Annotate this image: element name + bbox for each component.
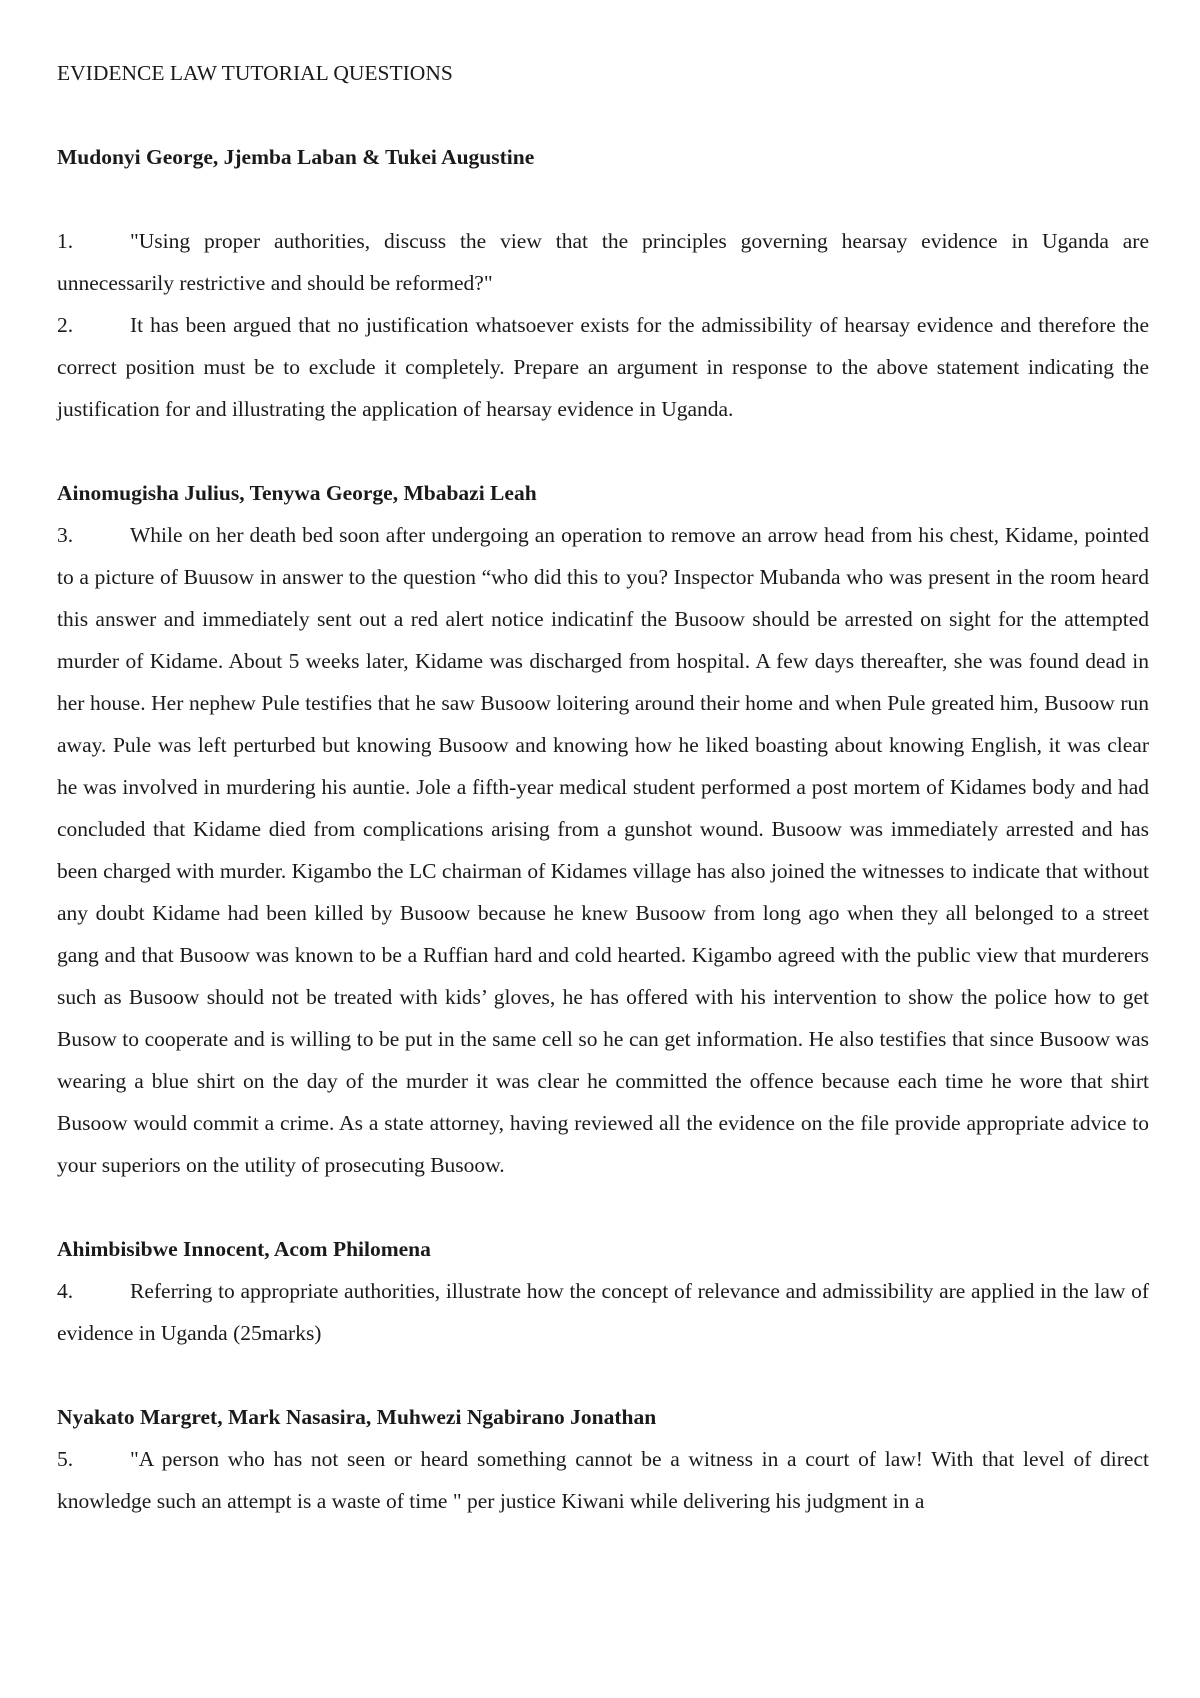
- spacer: [57, 178, 1149, 220]
- spacer: [57, 1354, 1149, 1396]
- question-item: [57, 1438, 1149, 1522]
- question-item: [57, 1270, 1149, 1354]
- document-page: [57, 52, 1149, 1522]
- spacer: [57, 1186, 1149, 1228]
- question-item: [57, 514, 1149, 1186]
- question-number: 1.: [57, 229, 74, 253]
- question-item: [57, 304, 1149, 430]
- question-text: "A person who has not seen or heard something cannot be a witness in a court of law! With that level of direct knowledge such an attempt is a waste of time " per justice Kiwani while delivering his judgment in a: [57, 1447, 1149, 1513]
- question-number: 4.: [57, 1279, 74, 1303]
- question-text: Referring to appropriate authorities, illustrate how the concept of relevance and admissibility are applied in the law of evidence in Uganda (25marks): [57, 1279, 1149, 1345]
- question-text: "Using proper authorities, discuss the view that the principles governing hearsay evidence in Uganda are unnecessarily restrictive and should be reformed?": [57, 229, 1149, 295]
- question-number: 2.: [57, 313, 74, 337]
- group-heading: Ainomugisha Julius, Tenywa George, Mbabazi Leah: [57, 481, 537, 505]
- question-number: 3.: [57, 523, 74, 547]
- question-number: 5.: [57, 1447, 74, 1471]
- question-item: [57, 220, 1149, 304]
- group-heading: Ahimbisibwe Innocent, Acom Philomena: [57, 1237, 431, 1261]
- question-text: It has been argued that no justification whatsoever exists for the admissibility of hearsay evidence and therefore the correct position must be to exclude it completely. Prepare an argument in response to the above statement indicating the justification for and illustrating the application of hearsay evidence in Uganda.: [57, 313, 1149, 421]
- spacer: [57, 430, 1149, 472]
- question-text: While on her death bed soon after undergoing an operation to remove an arrow head from his chest, Kidame, pointed to a picture of Buusow in answer to the question “who did this to you? Inspector Mubanda who was present in the room heard this answer and immediately sent out a red alert notice indicatinf the Busoow should be arrested on sight for the attempted murder of Kidame. About 5 weeks later, Kidame was discharged from hospital. A few days thereafter, she was found dead in her house. Her nephew Pule testifies that he saw Busoow loitering around their home and when Pule greated him, Busoow run away. Pule was left perturbed but knowing Busoow and knowing how he liked boasting about knowing English, it was clear he was involved in murdering his auntie. Jole a fifth-year medical student performed a post mortem of Kidames body and had concluded that Kidame died from complications arising from a gunshot wound. Busoow was immediately arrested and has been charged with murder. Kigambo the LC chairman of Kidames village has also joined the witnesses to indicate that without any doubt Kidame had been killed by Busoow because he knew Busoow from long ago when they all belonged to a street gang and that Busoow was known to be a Ruffian hard and cold hearted. Kigambo agreed with the public view that murderers such as Busoow should not be treated with kids’ gloves, he has offered with his intervention to show the police how to get Busow to cooperate and is willing to be put in the same cell so he can get information. He also testifies that since Busoow was wearing a blue shirt on the day of the murder it was clear he committed the offence because each time he wore that shirt Busoow would commit a crime. As a state attorney, having reviewed all the evidence on the file provide appropriate advice to your superiors on the utility of prosecuting Busoow.: [57, 523, 1149, 1177]
- spacer: [57, 94, 1149, 136]
- group-heading: Nyakato Margret, Mark Nasasira, Muhwezi Ngabirano Jonathan: [57, 1405, 657, 1429]
- document-title: EVIDENCE LAW TUTORIAL QUESTIONS: [57, 61, 453, 85]
- group-heading: Mudonyi George, Jjemba Laban & Tukei Augustine: [57, 145, 535, 169]
